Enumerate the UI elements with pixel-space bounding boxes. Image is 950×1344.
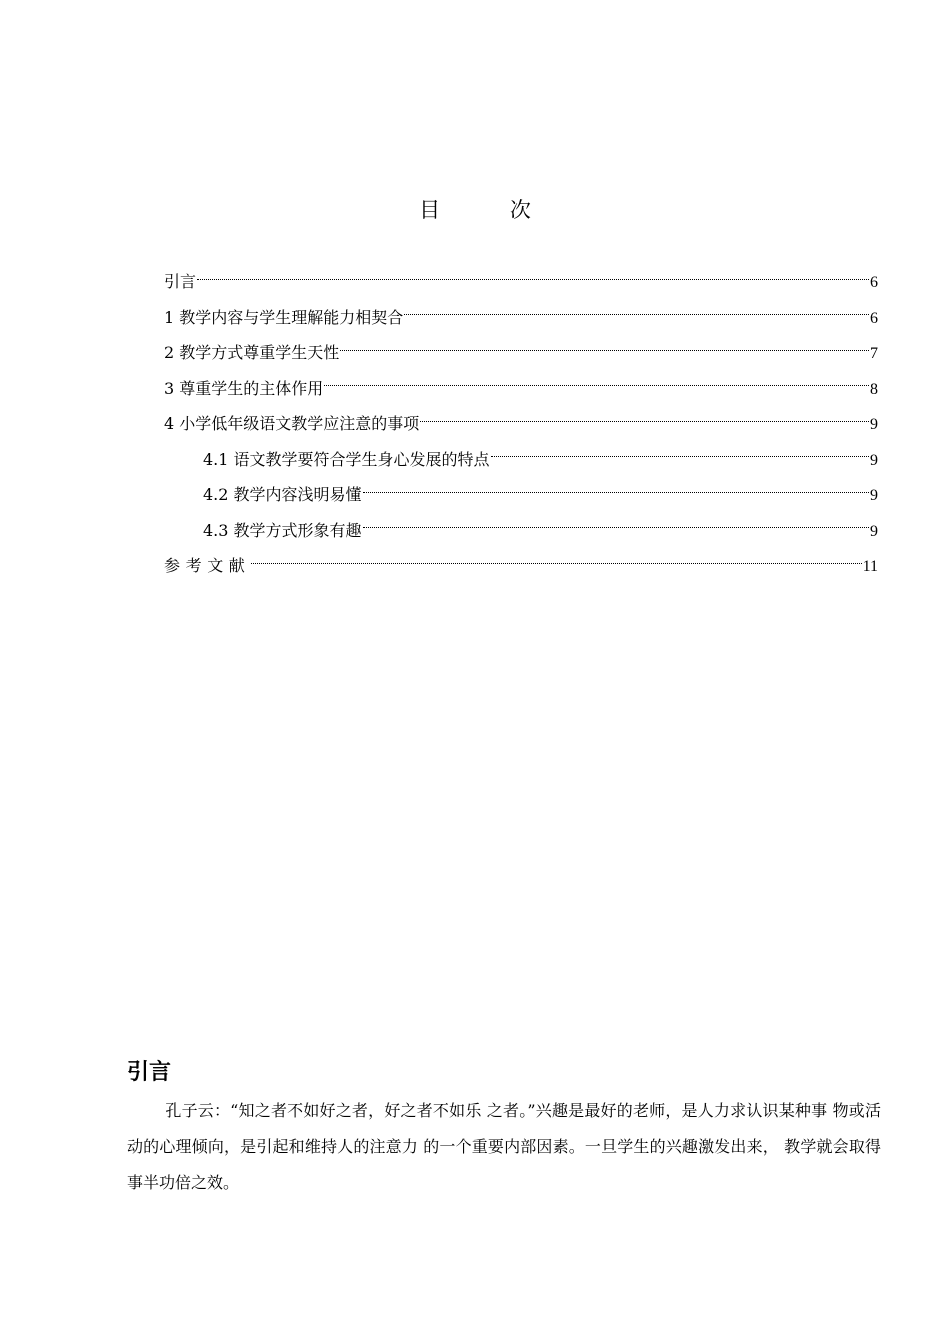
toc-entry-label: 参考文献 [164,556,251,575]
toc-entry-label: 1 教学内容与学生理解能力相契合 [164,307,404,327]
toc-entry-label: 4 小学低年级语文教学应注意的事项 [164,414,420,433]
toc-entry-introduction[interactable] [164,264,878,300]
toc-entry-label: 2 教学方式尊重学生天性 [164,343,340,362]
toc-leader-dots [404,313,869,315]
toc-entry-references[interactable] [164,548,878,584]
toc-leader-dots [363,526,869,528]
toc-entry-label: 引言 [164,272,197,291]
toc-entry-section-4[interactable] [164,406,878,442]
toc-entry-label: 4.1 语文教学要符合学生身心发展的特点 [203,449,490,469]
toc-entry-label: 4.3 教学方式形象有趣 [203,520,362,540]
toc-page-number: 6 [870,274,878,291]
table-of-contents [164,264,878,584]
toc-entry-section-4-1[interactable] [164,442,878,478]
toc-page-number: 6 [870,309,878,327]
toc-leader-dots [340,349,869,351]
toc-entry-section-2[interactable] [164,335,878,371]
toc-entry-label: 3 尊重学生的主体作用 [164,378,324,398]
toc-page-number: 11 [862,558,878,575]
toc-page-number: 9 [870,522,878,540]
toc-leader-dots [420,420,869,422]
toc-leader-dots [324,384,869,386]
toc-page-number: 9 [870,487,878,504]
toc-leader-dots [363,491,869,493]
toc-title: 目 次 [419,198,563,222]
toc-entry-section-1[interactable] [164,300,878,336]
introduction-heading: 引言 [127,1060,172,1085]
toc-entry-label: 4.2 教学内容浅明易懂 [203,485,362,504]
toc-entry-section-4-3[interactable] [164,513,878,549]
toc-leader-dots [197,278,869,280]
toc-entry-section-4-2[interactable] [164,477,878,513]
toc-page-number: 9 [870,451,878,469]
toc-leader-dots [251,562,861,564]
introduction-paragraph: 孔子云：“知之者不如好之者，好之者不如乐 之者。”兴趣是最好的老师，是人力求认识某种事 物或活动的心理倾向，是引起和维持人的注意力 的一个重要内部因素。一旦学生的兴趣激发出来， 教学就会取得事半功倍之效。 [127,1101,881,1192]
toc-page-number: 7 [870,345,878,362]
toc-leader-dots [491,455,869,457]
toc-page-number: 8 [870,380,878,398]
toc-entry-section-3[interactable] [164,371,878,407]
toc-page-number: 9 [870,416,878,433]
